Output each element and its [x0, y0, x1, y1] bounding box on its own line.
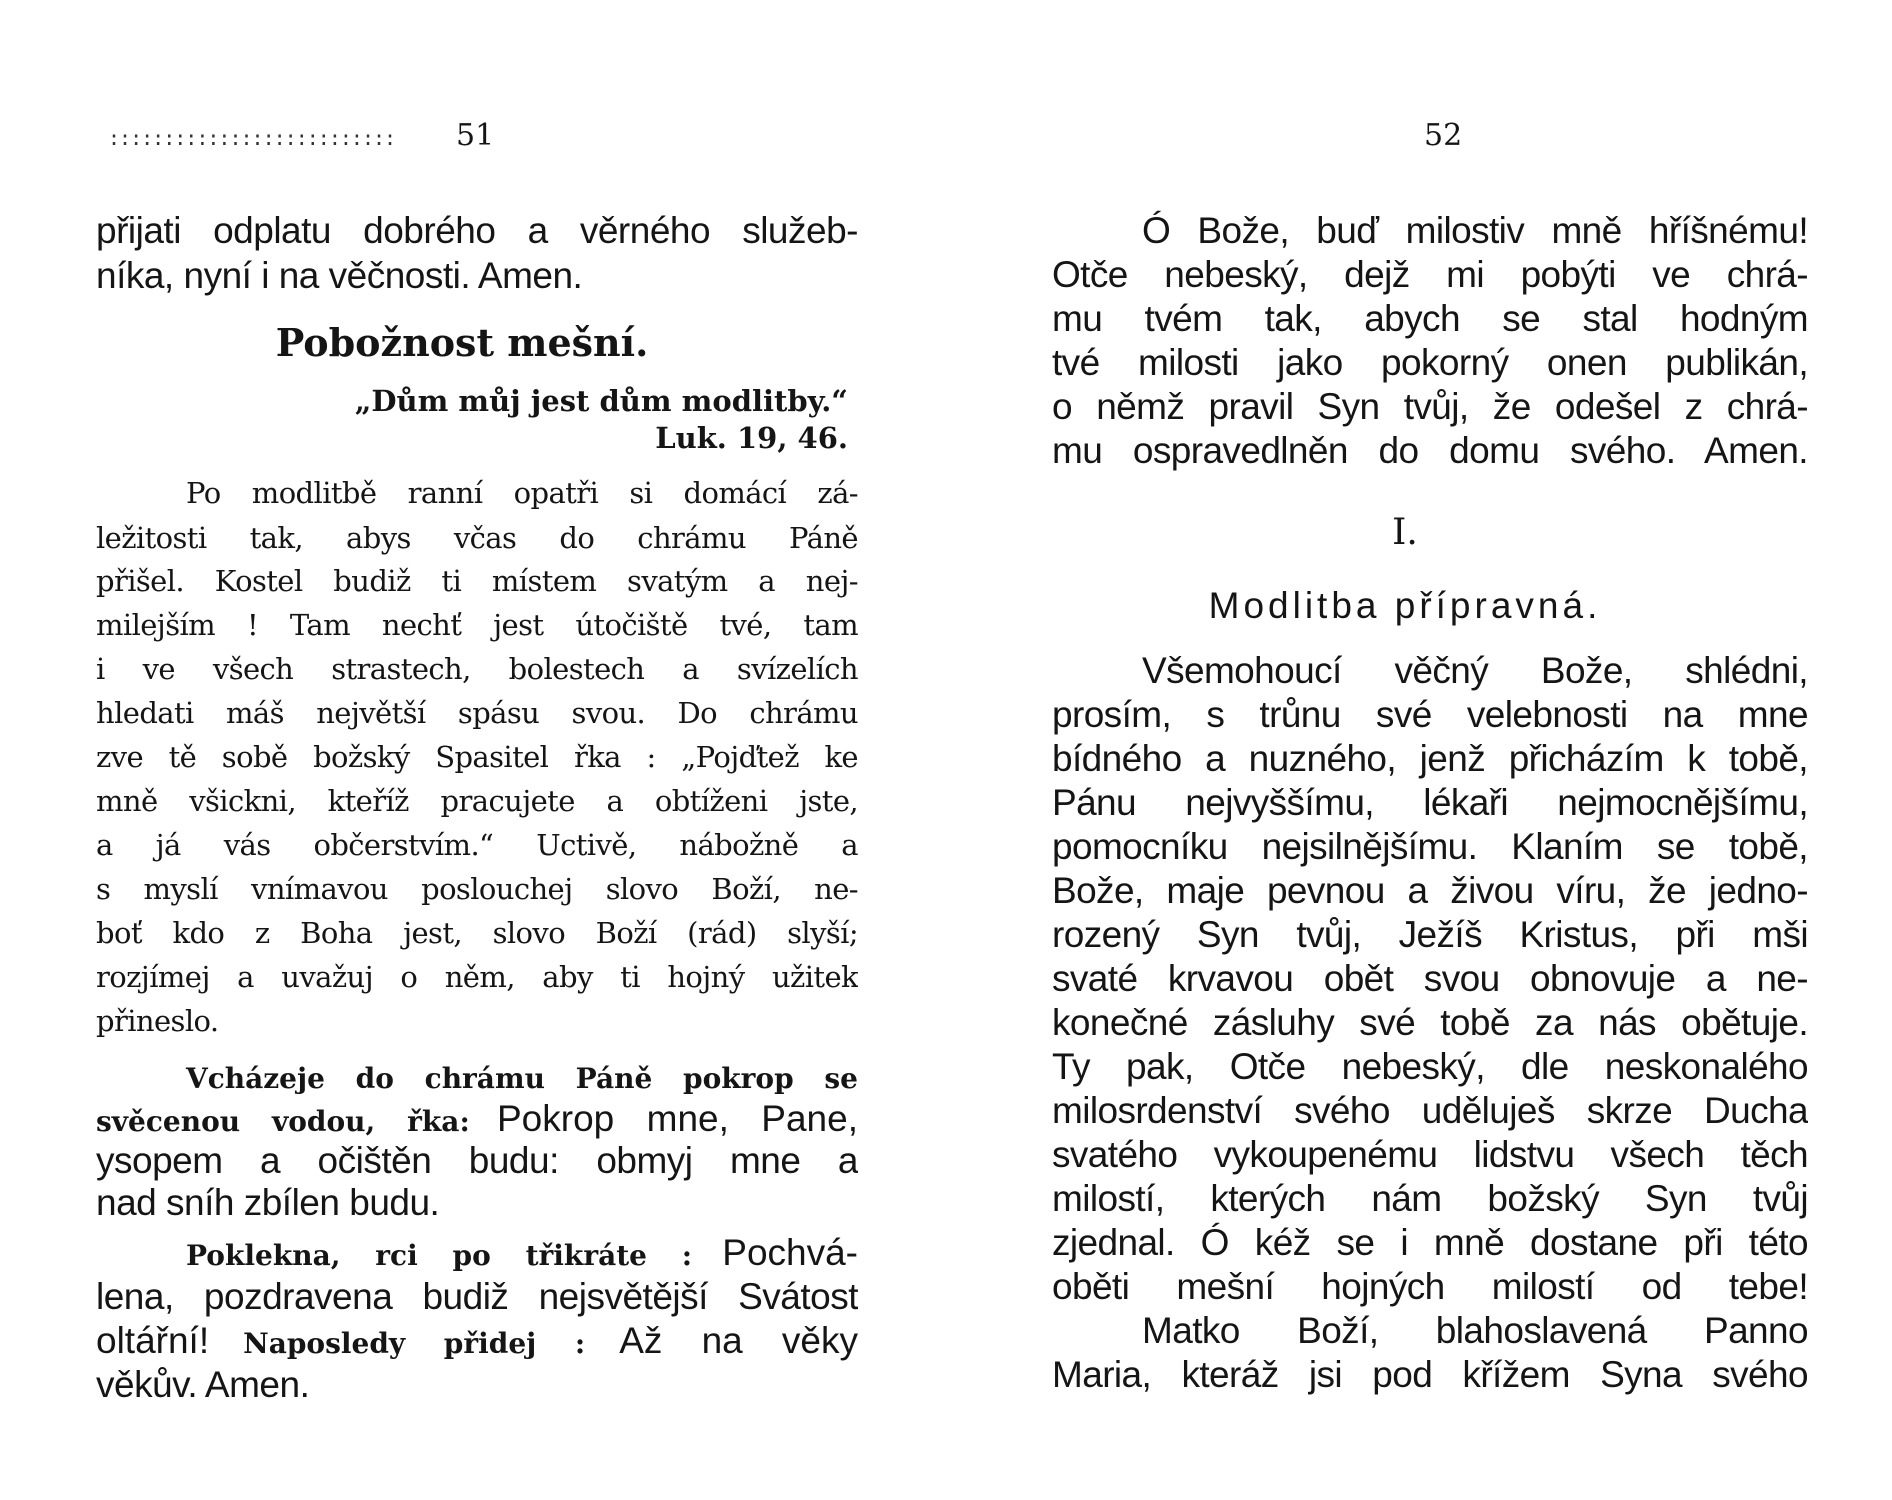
text-line: rozený Syn tvůj, Ježíš Kristus, při mši — [1052, 914, 1808, 955]
prayer-text: oltářní! — [96, 1320, 210, 1361]
page-number: 51 — [456, 118, 495, 153]
text-line: Ó Bože, buď milostiv mně hříšnému! — [1142, 210, 1808, 251]
text-line: Matko Boží, blahoslavená Panno — [1142, 1310, 1808, 1351]
text-line: prosím, s trůnu své velebnosti na mne — [1052, 694, 1808, 735]
text-line: bídného a nuzného, jenž přicházím k tobě, — [1052, 738, 1808, 779]
text-line: rozjímej a uvažuj o něm, aby ti hojný užitek — [96, 960, 858, 994]
text-line — [96, 1320, 858, 1362]
text-line: níka, nyní i na věčnosti. Amen. — [96, 255, 583, 296]
text-line: lena, pozdravena budiž nejsvětější Svátost — [96, 1276, 858, 1317]
text-line: tvé milosti jako pokorný onen publikán, — [1052, 342, 1808, 383]
text-line: milosrdenství svého uděluješ skrze Ducha — [1052, 1090, 1808, 1131]
instruction-text: Poklekna, rci po třikráte : — [186, 1239, 693, 1272]
text-line — [96, 1062, 858, 1095]
text-line: i ve všech strastech, bolestech a svízelích — [96, 652, 858, 686]
text-line: boť kdo z Boha jest, slovo Boží (rád) slyší; — [96, 916, 858, 950]
text-line: milostí, kterých nám božský Syn tvůj — [1052, 1178, 1808, 1219]
text-line: Všemohoucí věčný Bože, shlédni, — [1142, 650, 1808, 691]
text-line: hledati máš největší spásu svou. Do chrámu — [96, 696, 858, 730]
text-line: mu tvém tak, abych se stal hodným — [1052, 298, 1808, 339]
text-line: pomocníku nejsilnějšímu. Klaním se tobě, — [1052, 826, 1808, 867]
page-number: 52 — [1424, 118, 1463, 153]
text-line — [96, 1098, 858, 1140]
text-line: konečné zásluhy své tobě za nás obětuje. — [1052, 1002, 1808, 1043]
instruction-text: svěcenou vodou, řka: — [96, 1105, 470, 1138]
text-line: Bože, maje pevnou a živou víru, že jedno- — [1052, 870, 1808, 911]
section-title: Modlitba přípravná. — [1208, 585, 1602, 626]
section-number: I. — [1392, 512, 1418, 553]
text-line: přineslo. — [96, 1004, 219, 1038]
instruction-text: Vcházeje do chrámu Páně pokrop se — [186, 1062, 858, 1095]
text-line: zve tě sobě božský Spasitel řka : „Pojďtež ke — [96, 740, 858, 774]
prayer-text: Pokrop mne, Pane, — [497, 1098, 858, 1139]
text-line: mně všickni, kteříž pracujete a obtíženi jste, — [96, 784, 858, 818]
text-line — [96, 1232, 858, 1274]
text-line: s myslí vnímavou poslouchej slovo Boží, ne- — [96, 872, 858, 906]
text-line: ležitosti tak, abys včas do chrámu Páně — [96, 521, 858, 555]
text-line: Otče nebeský, dejž mi pobýti ve chrá- — [1052, 254, 1808, 295]
text-line: milejším ! Tam nechť jest útočiště tvé, tam — [96, 608, 858, 642]
text-line: svaté krvavou obět svou obnovuje a ne- — [1052, 958, 1808, 999]
prayer-text: Pochvá- — [722, 1232, 858, 1273]
instruction-text: Naposledy přidej : — [243, 1327, 586, 1360]
motto-quote: „Dům můj jest dům modlitby.“ — [354, 384, 848, 418]
right-page-header — [1052, 118, 1808, 158]
left-page-header — [96, 118, 858, 158]
text-line: Ty pak, Otče nebeský, dle neskonalého — [1052, 1046, 1808, 1087]
text-line: přišel. Kostel budiž ti místem svatým a nej- — [96, 564, 858, 598]
text-line: přijati odplatu dobrého a věrného služeb- — [96, 210, 858, 251]
prayer-text: Až na věky — [619, 1320, 858, 1361]
text-line: Maria, kteráž jsi pod křížem Syna svého — [1052, 1354, 1808, 1395]
text-line: věkův. Amen. — [96, 1364, 310, 1405]
text-line: zjednal. Ó kéž se i mně dostane při této — [1052, 1222, 1808, 1263]
header-dot-rule: :::::::::::::::::::::::::: — [108, 126, 396, 150]
motto-reference: Luk. 19, 46. — [655, 421, 848, 455]
left-page — [96, 0, 858, 1500]
text-line: mu ospravedlněn do domu svého. Amen. — [1052, 430, 1808, 471]
text-line: oběti mešní hojných milostí od tebe! — [1052, 1266, 1808, 1307]
right-page — [1052, 0, 1808, 1500]
text-line: a já vás občerstvím.“ Uctivě, nábožně a — [96, 828, 858, 862]
text-line: nad sníh zbílen budu. — [96, 1182, 440, 1223]
section-heading: Pobožnost mešní. — [275, 320, 649, 365]
text-line: ysopem a očištěn budu: obmyj mne a — [96, 1140, 858, 1181]
text-line: Pánu nejvyššímu, lékaři nejmocnějšímu, — [1052, 782, 1808, 823]
text-line: Po modlitbě ranní opatři si domácí zá- — [186, 476, 858, 510]
text-line: svatého vykoupenému lidstvu všech těch — [1052, 1134, 1808, 1175]
text-line: o němž pravil Syn tvůj, že odešel z chrá- — [1052, 386, 1808, 427]
